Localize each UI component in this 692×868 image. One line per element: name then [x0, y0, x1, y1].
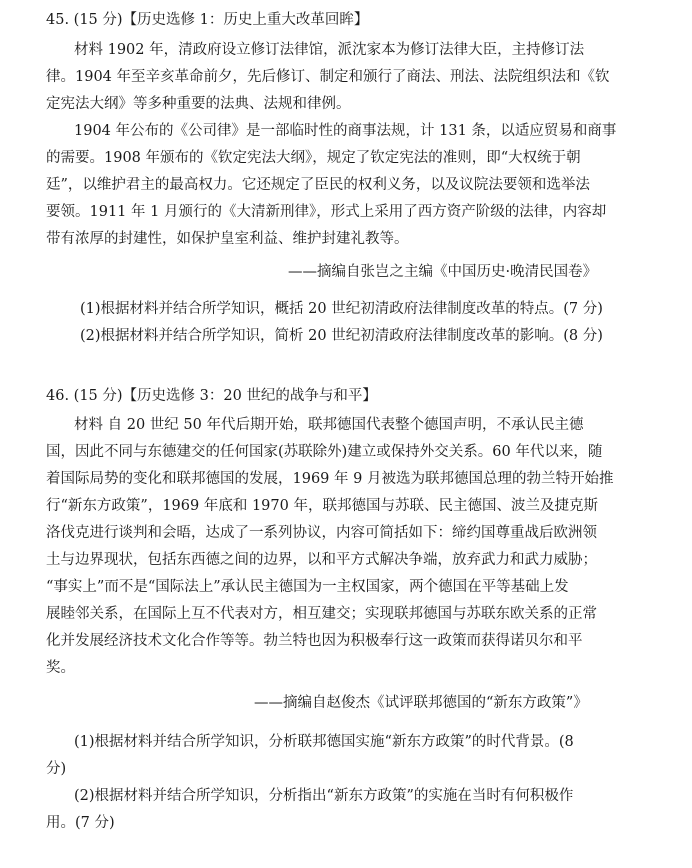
q45-material-line-2: 律。1904 年至辛亥革命前夕，先后修订、制定和颁行了商法、刑法、法院组织法和《钦 [46, 69, 610, 85]
q46-question-1-line-1: (1)根据材料并结合所学知识，分析联邦德国实施“新东方政策”的时代背景。(8 [74, 734, 574, 750]
q45-material-line-1: 材料 1902 年，清政府设立修订法律馆，派沈家本为修订法律大臣，主持修订法 [74, 42, 585, 58]
q45-source: ——摘编自张岂之主编《中国历史·晚清民国卷》 [288, 264, 598, 280]
q45-material-line-4: 1904 年公布的《公司律》是一部临时性的商事法规，计 131 条，以适应贸易和商事 [74, 123, 617, 139]
q46-material-line-5: 洛伐克进行谈判和会晤，达成了一系列协议，内容可简括如下：缔约国尊重战后欧洲领 [46, 525, 597, 541]
q45-material-line-7: 要领。1911 年 1 月颁行的《大清新刑律》，形式上采用了西方资产阶级的法律，内容却 [46, 204, 607, 220]
q46-question-2-line-2: 用。(7 分) [46, 815, 115, 831]
q46-material-line-6: 土与边界现状，包括东西德之间的边界，以和平方式解决争端，放弃武力和武力威胁； [46, 552, 597, 568]
q46-material-line-8: 展睦邻关系，在国际上互不代表对方，相互建交；实现联邦德国与苏联东欧关系的正常 [46, 606, 597, 622]
q45-material-line-3: 定宪法大纲》等多种重要的法典、法规和律例。 [46, 96, 351, 112]
q46-source: ——摘编自赵俊杰《试评联邦德国的“新东方政策”》 [254, 695, 588, 711]
q45-question-2: (2)根据材料并结合所学知识，简析 20 世纪初清政府法律制度改革的影响。(8 分) [80, 328, 603, 344]
q45-material-line-8: 带有浓厚的封建性，如保护皇室利益、维护封建礼教等。 [46, 231, 409, 247]
q46-material-line-7: “事实上”而不是“国际法上”承认民主德国为一主权国家，两个德国在平等基础上发 [46, 579, 569, 595]
q46-material-line-3: 着国际局势的变化和联邦德国的发展，1969 年 9 月被选为联邦德国总理的勃兰特开始推 [46, 471, 614, 487]
q46-material-line-4: 行“新东方政策”，1969 年底和 1970 年，联邦德国与苏联、民主德国、波兰及捷克斯 [46, 498, 598, 514]
q46-question-2-line-1: (2)根据材料并结合所学知识，分析指出“新东方政策”的实施在当时有何积极作 [74, 788, 574, 804]
q46-title: 46. (15 分)【历史选修 3：20 世纪的战争与和平】 [46, 388, 377, 404]
q45-material-line-6: 廷”，以维护君主的最高权力。它还规定了臣民的权利义务，以及议院法要领和选举法 [46, 177, 590, 193]
q46-material-line-10: 奖。 [46, 660, 75, 676]
q45-title: 45. (15 分)【历史选修 1：历史上重大改革回眸】 [46, 12, 369, 28]
q46-material-line-9: 化并发展经济技术文化合作等等。勃兰特也因为积极奉行这一政策而获得诺贝尔和平 [46, 633, 583, 649]
q46-material-line-1: 材料 自 20 世纪 50 年代后期开始，联邦德国代表整个德国声明，不承认民主德 [74, 417, 584, 433]
q45-question-1: (1)根据材料并结合所学知识，概括 20 世纪初清政府法律制度改革的特点。(7 分) [80, 301, 603, 317]
q46-question-1-line-2: 分) [46, 761, 67, 777]
q46-material-line-2: 国，因此不同与东德建交的任何国家(苏联除外)建立或保持外交关系。60 年代以来，随 [46, 444, 603, 460]
q45-material-line-5: 的需要。1908 年颁布的《钦定宪法大纲》，规定了钦定宪法的准则，即“大权统于朝 [46, 150, 581, 166]
